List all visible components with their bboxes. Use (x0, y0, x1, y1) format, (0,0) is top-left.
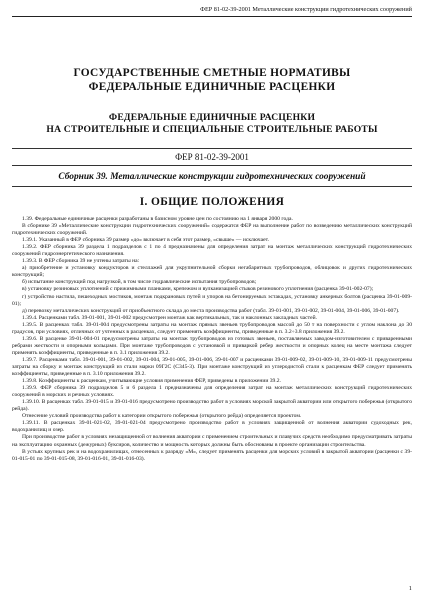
main-title (0, 66, 424, 94)
paragraph: Отнесение условий производства работ к категории открытого побережья (открытого рейда) определяется проектом. (22, 413, 302, 420)
document-code: ФЕР 81-02-39-2001 (175, 152, 249, 162)
paragraph: 1.39.4. Расценками табл. 39-01-001, 39-01-002 предусмотрен монтаж как вертикальных, так и наклонных закладных частей. (22, 314, 317, 321)
body-text (12, 216, 412, 463)
main-title-line1: ГОСУДАРСТВЕННЫЕ СМЕТНЫЕ НОРМАТИВЫ (73, 67, 351, 79)
paragraph: в) установку резиновых уплотнений с прижимными планками, крепежом и вулканизацией стыков резинового уплотнения (расценка 39-01-002-07); (22, 286, 374, 293)
paragraph: В устьях крупных рек и на водохранилищах, отнесенных к разряду «М», следует применять расценки для морских условий в закрытой акватории (расценки с 39-01-015-01 по 39-01-015-08, 39-01-016-01, 39-01-016-03). (12, 448, 412, 462)
code-top-divider (12, 148, 412, 149)
header-divider (12, 16, 412, 17)
code-bottom-divider (12, 165, 412, 166)
paragraph: При производстве работ в условиях незащищенной от волнения акватории с применением строительных и плавучих средств необходимо предусматривать затраты на эксплуатацию охранных (дежурных) буксиров, количество и мощность которых должны быть обоснованы в проекте организации строительства. (12, 434, 412, 448)
paragraph: 1.39.3. В ФЕР сборника 39 не учтены затраты на: (22, 258, 140, 265)
paragraph: г) устройство настила, пешеходных мостиков, монтаж подкрановых путей и упоров на бетонируемых эстакадах, установку анкерных болтов (расценка 39-01-009-01); (12, 293, 412, 307)
paragraph: 1.39.9. ФЕР сборника 39 подразделов 5 и 6 раздела 1 предназначены для определения затрат на монтаж металлических конструкций гидротехнических сооружений в морских и речных условиях. (12, 385, 412, 399)
page-number: 1 (408, 585, 412, 592)
paragraph: 1.39.8. Коэффициенты к расценкам, учитывающие условия применения ФЕР, приведены в приложении 39.2. (22, 378, 281, 385)
paragraph: 1.39.6. В расценке 39-01-004-01 предусмотрены затраты на монтаж трубопроводов из готовых звеньев, поставляемых заводом-изготовителем с приваренными ребрами жесткости и опорными кольцами. При монтаже трубопроводов с установкой и приваркой ребер жесткости и опорных колец на месте монтажа следует применять коэффициенты, приведенные в п. 3.1 приложения 39.2. (12, 335, 412, 356)
paragraph: д) перевозку металлических конструкций от приобъектного склада до места производства работ (табл. 39-01-001, 39-01-002, 39-01-004, 39-01-006, 39-01-007). (22, 307, 400, 314)
paragraph: а) приобретение и установку кондукторов и стеллажей для укрупнительной сборки негабаритных трубопроводов, облицовок и других гидротехнических конструкций; (12, 265, 412, 279)
main-title-line2: ФЕДЕРАЛЬНЫЕ ЕДИНИЧНЫЕ РАСЦЕНКИ (88, 81, 336, 93)
paragraph: 1.39.7. Расценками табл. 39-01-001, 39-01-002, 39-01-004, 39-01-005, 39-01-006, 39-01-007 и расценками 39-01-009-02, 39-01-009-10, 39-01-009-11 предусмотрены затраты на сборку и монтаж конструкций из стали марки 09Г2С (С345-3). При монтаже конструкций из углеродистой стали к расценкам ФЕР следует применять коэффициенты, приведенные в п. 3.10 приложения 39.2. (12, 356, 412, 378)
subtitle-line1: ФЕДЕРАЛЬНЫЕ ЕДИНИЧНЫЕ РАСЦЕНКИ (108, 112, 316, 123)
paragraph: 1.39.11. В расценках 39-01-021-02, 39-01-021-04 предусмотрено производство работ в условиях защищенной от волнения акватории судоходных рек, водохранилищ и озер. (12, 420, 412, 434)
subtitle-line2: НА СТРОИТЕЛЬНЫЕ И СПЕЦИАЛЬНЫЕ СТРОИТЕЛЬНЫЕ РАБОТЫ (46, 124, 378, 135)
paragraph: 1.39.1. Указанный в ФЕР сборника 39 размер «до» включает в себя этот размер, «свыше» — исключает. (22, 237, 269, 244)
paragraph: 1.39.10. В расценках табл. 39-01-015 и 39-01-016 предусмотрено производство работ в условиях морской закрытой акватории или открытого побережья (открытого рейда). (12, 399, 412, 413)
paragraph: 1.39.2. ФЕР сборника 39 раздела 1 подразделов с 1 по 4 предназначены для определения затрат на монтаж металлических конструкций гидротехнических сооружений гидроэнергетического назначения. (12, 244, 412, 258)
section-heading: I. ОБЩИЕ ПОЛОЖЕНИЯ (139, 196, 285, 208)
paragraph: 1.39.5. В расценках табл. 39-01-004 предусмотрены затраты на монтаж прямых звеньев трубопроводов массой до 50 т на поверхности с углом наклона до 30 градусов, при условиях, отличных от учтенных в расценках, следует применять коэффициенты, приведенные в п. 3.2÷3.8 приложения 39.2. (12, 321, 412, 335)
paragraph: 1.39. Федеральные единичные расценки разработаны в базисном уровне цен по состоянию на 1 января 2000 года. (22, 216, 293, 222)
collection-divider (12, 186, 412, 187)
paragraph: б) испытание конструкций под нагрузкой, в том числе гидравлические испытания трубопроводов; (22, 279, 257, 286)
paragraph: В сборнике 39 «Металлические конструкции гидротехнических сооружений» содержатся ФЕР на выполнение работ по возведению металлических конструкций гидротехнических сооружений. (12, 223, 412, 237)
collection-title: Сборник 39. Металлические конструкции гидротехнических сооружений (58, 172, 366, 182)
running-header: ФЕР 81-02-39-2001 Металлические конструкции гидротехнических сооружений (200, 6, 412, 13)
subtitle (0, 112, 424, 136)
